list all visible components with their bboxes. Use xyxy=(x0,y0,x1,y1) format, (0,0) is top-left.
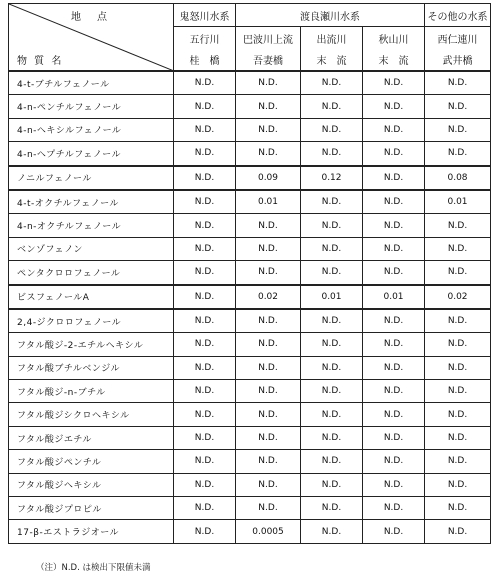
measurement-value: N.D. xyxy=(363,333,425,356)
measurement-value: N.D. xyxy=(301,190,363,214)
table-row xyxy=(9,118,491,141)
measurement-value: N.D. xyxy=(425,309,491,333)
substance-name: ペンタクロロフェノール xyxy=(9,261,174,285)
measurement-value: N.D. xyxy=(301,497,363,520)
measurement-value: N.D. xyxy=(301,450,363,473)
measurement-value: N.D. xyxy=(363,497,425,520)
measurement-value: N.D. xyxy=(301,237,363,260)
measurement-value: N.D. xyxy=(174,285,236,309)
table-row xyxy=(9,380,491,403)
measurement-value: N.D. xyxy=(425,497,491,520)
measurement-value: N.D. xyxy=(236,497,301,520)
system-watarase: 渡良瀬川水系 xyxy=(236,4,425,27)
measurement-value: N.D. xyxy=(425,473,491,496)
measurement-value: N.D. xyxy=(425,450,491,473)
measurement-value: N.D. xyxy=(236,333,301,356)
substance-name: フタル酸ジヘキシル xyxy=(9,473,174,496)
table-row xyxy=(9,71,491,95)
measurement-value: N.D. xyxy=(301,95,363,118)
table-row xyxy=(9,166,491,190)
table-row xyxy=(9,473,491,496)
sampling-point: 吾妻橋 xyxy=(236,49,301,71)
measurement-value: N.D. xyxy=(301,214,363,237)
measurement-value: N.D. xyxy=(425,520,491,543)
substance-name: フタル酸ジ-2-エチルヘキシル xyxy=(9,333,174,356)
measurement-value: N.D. xyxy=(301,142,363,166)
measurement-value: N.D. xyxy=(174,142,236,166)
measurement-value: N.D. xyxy=(236,403,301,426)
substance-name: フタル酸ジペンチル xyxy=(9,450,174,473)
measurement-value: N.D. xyxy=(363,190,425,214)
measurement-value: N.D. xyxy=(363,71,425,95)
substance-name: 2,4-ジクロロフェノール xyxy=(9,309,174,333)
sampling-point: 武井橋 xyxy=(425,49,491,71)
measurement-value: N.D. xyxy=(301,309,363,333)
measurement-value: N.D. xyxy=(425,426,491,449)
measurement-value: N.D. xyxy=(301,261,363,285)
measurement-value: N.D. xyxy=(236,261,301,285)
measurement-value: N.D. xyxy=(425,142,491,166)
substance-name: フタル酸ジプロピル xyxy=(9,497,174,520)
measurement-value: N.D. xyxy=(363,356,425,379)
measurement-value: N.D. xyxy=(236,95,301,118)
river-name: 巴波川上流 xyxy=(236,27,301,50)
substance-name: ベンゾフェノン xyxy=(9,237,174,260)
system-other: その他の水系 xyxy=(425,4,491,27)
measurement-value: N.D. xyxy=(174,426,236,449)
measurement-value: N.D. xyxy=(236,118,301,141)
measurement-value: N.D. xyxy=(301,403,363,426)
table-row xyxy=(9,214,491,237)
measurement-value: N.D. xyxy=(363,450,425,473)
measurement-value: N.D. xyxy=(425,118,491,141)
measurement-value: N.D. xyxy=(301,380,363,403)
measurement-value: N.D. xyxy=(425,380,491,403)
table-row xyxy=(9,95,491,118)
measurement-value: N.D. xyxy=(425,71,491,95)
measurement-value: N.D. xyxy=(174,237,236,260)
measurement-value: N.D. xyxy=(174,214,236,237)
measurement-value: N.D. xyxy=(174,166,236,190)
measurement-value: N.D. xyxy=(174,520,236,543)
measurement-value: N.D. xyxy=(425,214,491,237)
measurement-value: N.D. xyxy=(174,190,236,214)
substance-name: フタル酸ブチルベンジル xyxy=(9,356,174,379)
measurement-value: N.D. xyxy=(174,95,236,118)
measurement-value: N.D. xyxy=(363,426,425,449)
table-row xyxy=(9,520,491,543)
measurement-value: N.D. xyxy=(236,450,301,473)
measurement-value: N.D. xyxy=(174,71,236,95)
table-row xyxy=(9,237,491,260)
measurement-value: N.D. xyxy=(174,261,236,285)
measurement-value: N.D. xyxy=(174,403,236,426)
measurement-value: N.D. xyxy=(301,473,363,496)
measurement-value: N.D. xyxy=(425,356,491,379)
substance-name: 17-β-エストラジオール xyxy=(9,520,174,543)
table-row xyxy=(9,309,491,333)
measurement-value: N.D. xyxy=(236,214,301,237)
measurement-value: 0.01 xyxy=(301,285,363,309)
table-row xyxy=(9,426,491,449)
measurement-value: N.D. xyxy=(425,95,491,118)
measurement-value: N.D. xyxy=(301,520,363,543)
measurement-value: 0.12 xyxy=(301,166,363,190)
measurement-value: 0.01 xyxy=(236,190,301,214)
measurement-value: N.D. xyxy=(236,380,301,403)
measurement-value: N.D. xyxy=(425,237,491,260)
measurement-value: 0.09 xyxy=(236,166,301,190)
measurement-value: 0.02 xyxy=(425,285,491,309)
substance-name: フタル酸ジ-n-ブチル xyxy=(9,380,174,403)
measurement-value: N.D. xyxy=(236,309,301,333)
substance-name: フタル酸ジシクロヘキシル xyxy=(9,403,174,426)
measurement-value: N.D. xyxy=(236,142,301,166)
measurement-value: N.D. xyxy=(363,237,425,260)
measurement-value: N.D. xyxy=(425,333,491,356)
system-kinugawa: 鬼怒川水系 xyxy=(174,4,236,27)
substance-name: ビスフェノールA xyxy=(9,285,174,309)
measurement-value: 0.02 xyxy=(236,285,301,309)
table-row xyxy=(9,190,491,214)
measurement-value: N.D. xyxy=(174,309,236,333)
substance-name: 4-n-ヘプチルフェノール xyxy=(9,142,174,166)
measurement-value: N.D. xyxy=(363,166,425,190)
substance-name: 4-n-オクチルフェノール xyxy=(9,214,174,237)
table-row xyxy=(9,261,491,285)
measurement-value: N.D. xyxy=(174,473,236,496)
measurement-value: 0.01 xyxy=(363,285,425,309)
river-name: 秋山川 xyxy=(363,27,425,50)
river-name: 西仁連川 xyxy=(425,27,491,50)
measurement-value: N.D. xyxy=(174,380,236,403)
measurement-value: N.D. xyxy=(363,309,425,333)
substance-name: 4-n-ヘキシルフェノール xyxy=(9,118,174,141)
measurement-value: N.D. xyxy=(363,380,425,403)
measurement-value: N.D. xyxy=(301,426,363,449)
measurement-value: N.D. xyxy=(236,71,301,95)
measurement-value: N.D. xyxy=(363,95,425,118)
table-row xyxy=(9,450,491,473)
river-name: 出流川 xyxy=(301,27,363,50)
table-row xyxy=(9,497,491,520)
measurement-value: N.D. xyxy=(363,142,425,166)
substance-name: 4-t-オクチルフェノール xyxy=(9,190,174,214)
measurement-value: N.D. xyxy=(363,214,425,237)
measurement-value: N.D. xyxy=(363,403,425,426)
measurement-value: N.D. xyxy=(174,497,236,520)
table-row xyxy=(9,403,491,426)
measurement-value: N.D. xyxy=(236,356,301,379)
measurement-table xyxy=(8,3,491,544)
measurement-value: N.D. xyxy=(425,403,491,426)
measurement-value: N.D. xyxy=(425,261,491,285)
table-row xyxy=(9,356,491,379)
substance-name: 4-t-ブチルフェノール xyxy=(9,71,174,95)
measurement-value: N.D. xyxy=(363,118,425,141)
measurement-value: 0.0005 xyxy=(236,520,301,543)
header-corner-cell xyxy=(9,4,174,72)
measurement-value: N.D. xyxy=(174,118,236,141)
measurement-value: N.D. xyxy=(236,426,301,449)
measurement-value: N.D. xyxy=(301,356,363,379)
table-row xyxy=(9,142,491,166)
measurement-value: 0.01 xyxy=(425,190,491,214)
measurement-value: N.D. xyxy=(301,333,363,356)
table-header xyxy=(9,4,491,72)
substance-name: ノニルフェノール xyxy=(9,166,174,190)
table-body xyxy=(9,71,491,543)
measurement-value: N.D. xyxy=(363,261,425,285)
sampling-point: 桂 橋 xyxy=(174,49,236,71)
measurement-value: N.D. xyxy=(174,333,236,356)
sampling-point: 末 流 xyxy=(363,49,425,71)
footnote: （注）N.D. は検出下限値未満 xyxy=(36,563,151,573)
measurement-value: N.D. xyxy=(236,237,301,260)
measurement-value: N.D. xyxy=(174,450,236,473)
substance-name: フタル酸ジエチル xyxy=(9,426,174,449)
measurement-value: N.D. xyxy=(363,473,425,496)
table-row xyxy=(9,333,491,356)
measurement-value: N.D. xyxy=(301,71,363,95)
sampling-point: 末 流 xyxy=(301,49,363,71)
river-name: 五行川 xyxy=(174,27,236,50)
measurement-value: N.D. xyxy=(236,473,301,496)
measurement-value: N.D. xyxy=(363,520,425,543)
measurement-value: N.D. xyxy=(174,356,236,379)
location-label: 地 点 xyxy=(71,12,110,23)
measurement-value: 0.08 xyxy=(425,166,491,190)
substance-label: 物 質 名 xyxy=(17,56,64,67)
table-row xyxy=(9,285,491,309)
substance-name: 4-n-ペンチルフェノール xyxy=(9,95,174,118)
measurement-value: N.D. xyxy=(301,118,363,141)
